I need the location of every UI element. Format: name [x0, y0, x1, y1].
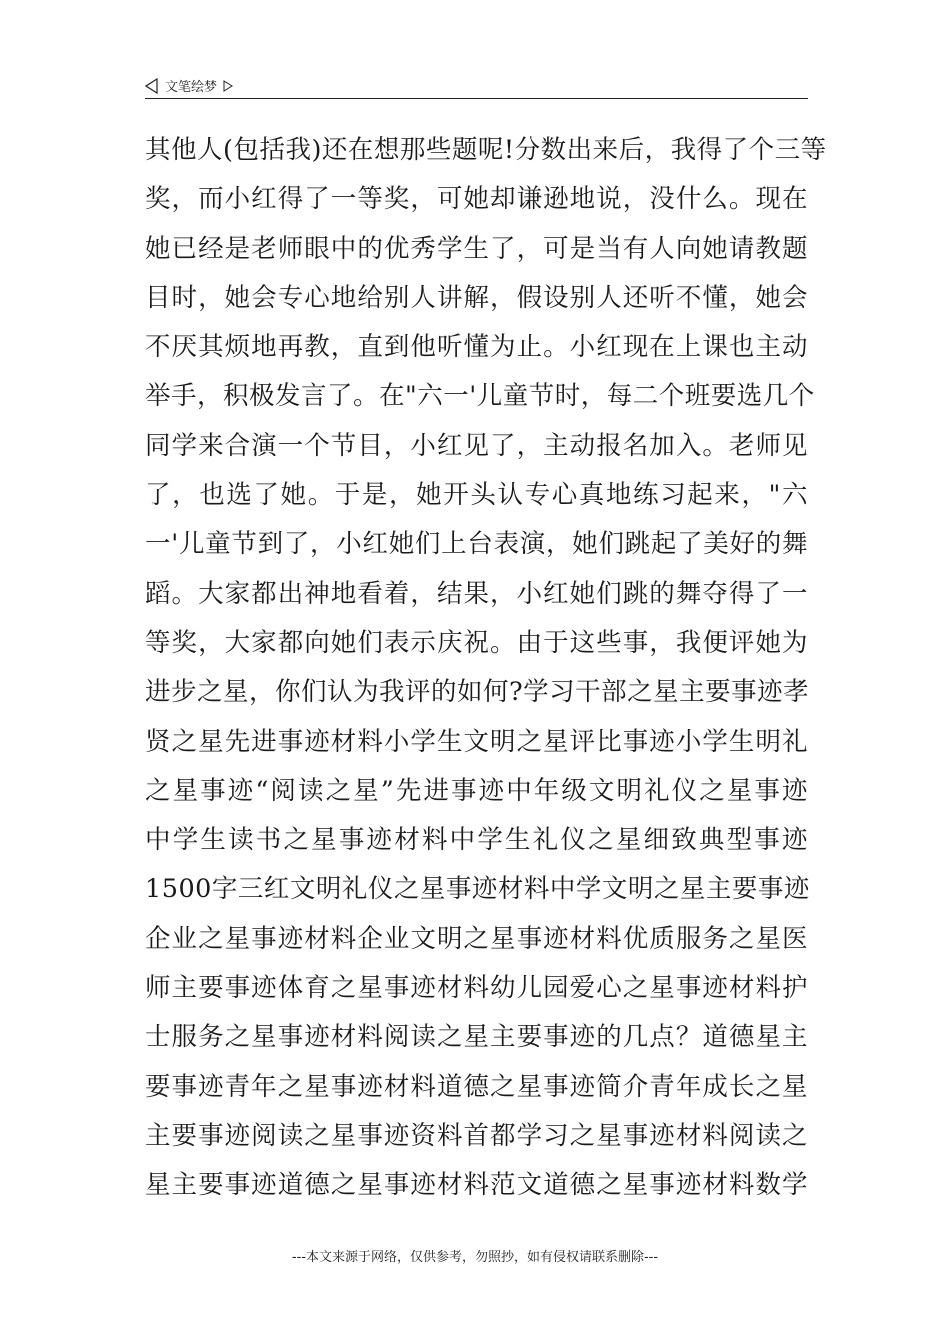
- body-line: 企业之星事迹材料企业文明之星事迹材料优质服务之星医: [145, 923, 808, 954]
- body-line: 之星事迹“阅读之星”先进事迹中年级文明礼仪之星事迹: [145, 775, 808, 806]
- body-line: 贤之星先进事迹材料小学生文明之星评比事迹小学生明礼: [145, 726, 808, 757]
- body-line: 等奖，大家都向她们表示庆祝。由于这些事，我便评她为: [145, 627, 808, 658]
- body-line: 要事迹青年之星事迹材料道德之星事迹简介青年成长之星: [145, 1071, 808, 1102]
- page-header: [145, 74, 808, 99]
- header-brand: [145, 76, 233, 95]
- body-line: 目时，她会专心地给别人讲解，假设别人还听不懂，她会: [145, 282, 808, 313]
- body-line: 星主要事迹道德之星事迹材料范文道德之星事迹材料数学: [145, 1170, 808, 1201]
- body-line: 主要事迹阅读之星事迹资料首都学习之星事迹材料阅读之: [145, 1120, 808, 1151]
- header-title: 文笔绘梦: [165, 80, 218, 95]
- body-line: 中学生读书之星事迹材料中学生礼仪之星细致典型事迹: [145, 825, 808, 856]
- body-line: 其他人(包括我)还在想那些题呢!分数出来后，我得了个三等: [145, 135, 827, 165]
- triangle-right-icon: [223, 80, 233, 92]
- triangle-left-icon: [145, 78, 159, 94]
- page-footer: ---本文来源于网络，仅供参考，勿照抄，如有侵权请联系删除---: [291, 1250, 659, 1265]
- body-line: 了，也选了她。于是，她开头认专心真地练习起来，"六: [145, 480, 808, 511]
- body-line: 士服务之星事迹材料阅读之星主要事迹的几点？道德星主: [145, 1022, 808, 1053]
- body-line: 1500字三红文明礼仪之星事迹材料中学文明之星主要事迹: [145, 874, 810, 905]
- body-line: 她已经是老师眼中的优秀学生了，可是当有人向她请教题: [145, 233, 808, 264]
- body-line: 师主要事迹体育之星事迹材料幼儿园爱心之星事迹材料护: [145, 973, 808, 1004]
- body-line: 同学来合演一个节目，小红见了，主动报名加入。老师见: [145, 430, 808, 461]
- body-line: 举手，积极发言了。在"六一'儿童节时，每二个班要选几个: [145, 381, 815, 412]
- body-line: 进步之星，你们认为我评的如何?学习干部之星主要事迹孝: [145, 677, 810, 708]
- body-line: 蹈。大家都出神地看着，结果，小红她们跳的舞夺得了一: [145, 578, 808, 609]
- body-line: 一'儿童节到了，小红她们上台表演，她们跳起了美好的舞: [145, 529, 808, 560]
- document-body: [145, 126, 827, 1211]
- body-line: 不厌其烦地再教，直到他听懂为止。小红现在上课也主动: [145, 332, 808, 363]
- body-line: 奖，而小红得了一等奖，可她却谦逊地说，没什么。现在: [145, 184, 808, 215]
